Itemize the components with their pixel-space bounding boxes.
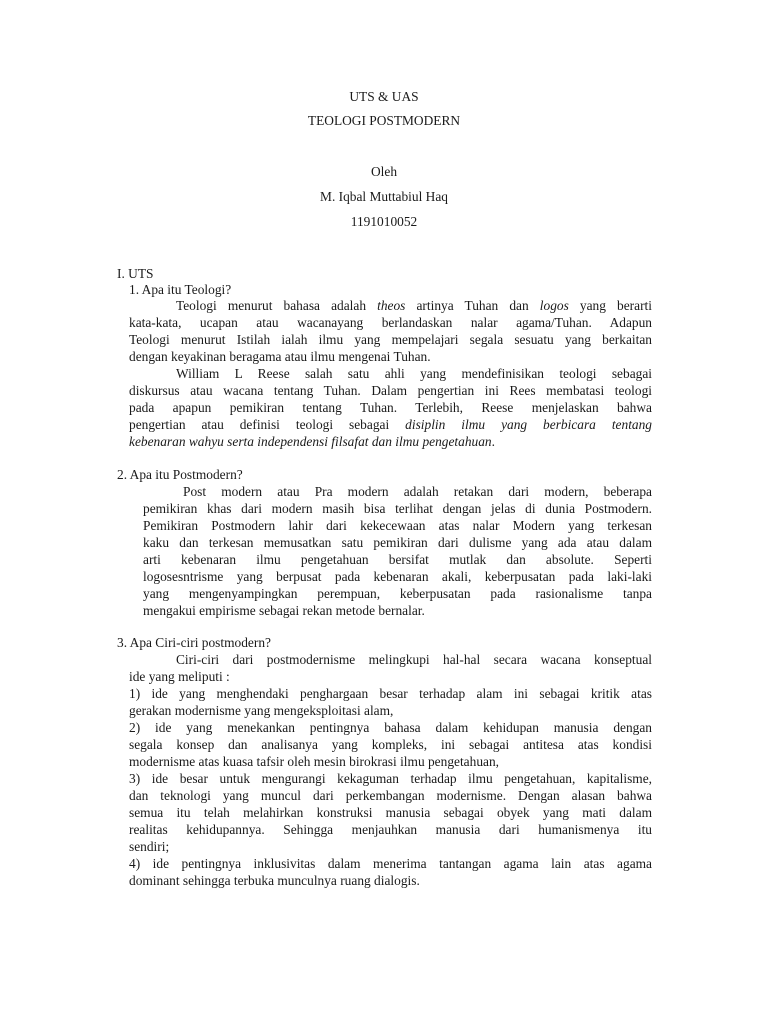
q2-line-2: pemikiran khas dari modern masih bisa terlihat dengan jelas di dunia Postmodern. (143, 501, 652, 516)
q1-p1-line-3: Teologi menurut Istilah ialah ilmu yang mempelajari segala sesuatu yang berkaitan (129, 332, 652, 347)
q3-heading: 3. Apa Ciri-ciri postmodern? (117, 635, 271, 650)
title-line-2: TEOLOGI POSTMODERN (307, 113, 461, 128)
q1-p1-line-1: Teologi menurut bahasa adalah theos artinya Tuhan dan logos yang berarti (176, 298, 652, 313)
q3-line-7: modernisme atas kuasa tafsir oleh mesin birokrasi ilmu pengetahuan, (129, 754, 500, 769)
by-label: Oleh (370, 164, 398, 179)
author-name: M. Iqbal Muttabiul Haq (320, 189, 448, 204)
title-line-1: UTS & UAS (349, 89, 419, 104)
q1-p1-line-4: dengan keyakinan beragama atau ilmu mengenai Tuhan. (129, 349, 431, 364)
student-id: 1191010052 (350, 214, 418, 229)
q1-p2-line-5: kebenaran wahyu serta independensi filsafat dan ilmu pengetahuan. (129, 434, 495, 449)
q3-line-3: 1) ide yang menghendaki penghargaan besar terhadap alam ini sebagai kritik atas (129, 686, 652, 701)
q3-line-8: 3) ide besar untuk mengurangi kekaguman terhadap ilmu pengetahuan, kapitalisme, (129, 771, 652, 786)
q1-p1-line-2: kata-kata, ucapan atau wacanayang berlandaskan nalar agama/Tuhan. Adapun (129, 315, 652, 330)
q3-line-5: 2) ide yang menekankan pentingnya bahasa dalam kehidupan manusia dengan (129, 720, 652, 735)
q3-line-14: dominant sehingga terbuka munculnya ruang dialogis. (129, 873, 420, 888)
q3-line-4: gerakan modernisme yang mengeksploitasi alam, (129, 703, 394, 718)
q2-line-7: yang mengenyampingkan perempuan, keberpusatan pada rasionalisme tanpa (143, 586, 652, 601)
q3-line-1: Ciri-ciri dari postmodernisme melingkupi hal-hal secara wacana konseptual (176, 652, 652, 667)
q2-line-6: logosesntrisme yang berpusat pada kebenaran akali, keberpusatan pada laki-laki (143, 569, 652, 584)
q3-line-13: 4) ide pentingnya inklusivitas dalam menerima tantangan agama lain atas agama (129, 856, 652, 871)
q1-heading: 1. Apa itu Teologi? (129, 282, 232, 297)
q1-p2-line-1: William L Reese salah satu ahli yang mendefinisikan teologi sebagai (176, 366, 652, 381)
q2-line-1: Post modern atau Pra modern adalah retakan dari modern, beberapa (183, 484, 652, 499)
q3-line-9: dan teknologi yang muncul dari perkembangan modernisme. Dengan alasan bahwa (129, 788, 652, 803)
q3-line-11: realitas kehidupannya. Sehingga menjauhkan manusia dari humanismenya itu (129, 822, 652, 837)
q2-line-8: mengakui empirisme sebagai rekan metode bernalar. (143, 603, 425, 618)
q2-line-3: Pemikiran Postmodern lahir dari kekecewaan atas nalar Modern yang terkesan (143, 518, 652, 533)
q3-line-6: segala konsep dan analisanya yang kompleks, ini sebagai antitesa atas kondisi (129, 737, 652, 752)
section-heading: I. UTS (117, 266, 154, 281)
q3-line-12: sendiri; (129, 839, 170, 854)
q1-p2-line-4: pengertian atau definisi teologi sebagai disiplin ilmu yang berbicara tentang (129, 417, 653, 432)
q1-p2-line-2: diskursus atau wacana tentang Tuhan. Dalam pengertian ini Rees membatasi teologi (129, 383, 652, 398)
q3-line-10: semua itu telah melahirkan konstruksi manusia sebagai obyek yang mati dalam (129, 805, 652, 820)
q3-line-2: ide yang meliputi : (129, 669, 230, 684)
q2-line-5: arti kebenaran ilmu pengetahuan bersifat mutlak dan absolute. Seperti (143, 552, 652, 567)
q2-heading: 2. Apa itu Postmodern? (117, 467, 243, 482)
q1-p2-line-3: pada apapun pemikiran tentang Tuhan. Terlebih, Reese menjelaskan bahwa (129, 400, 652, 415)
q2-line-4: kaku dan terkesan memusatkan satu pemikiran dari dulisme yang ada atau dalam (143, 535, 652, 550)
